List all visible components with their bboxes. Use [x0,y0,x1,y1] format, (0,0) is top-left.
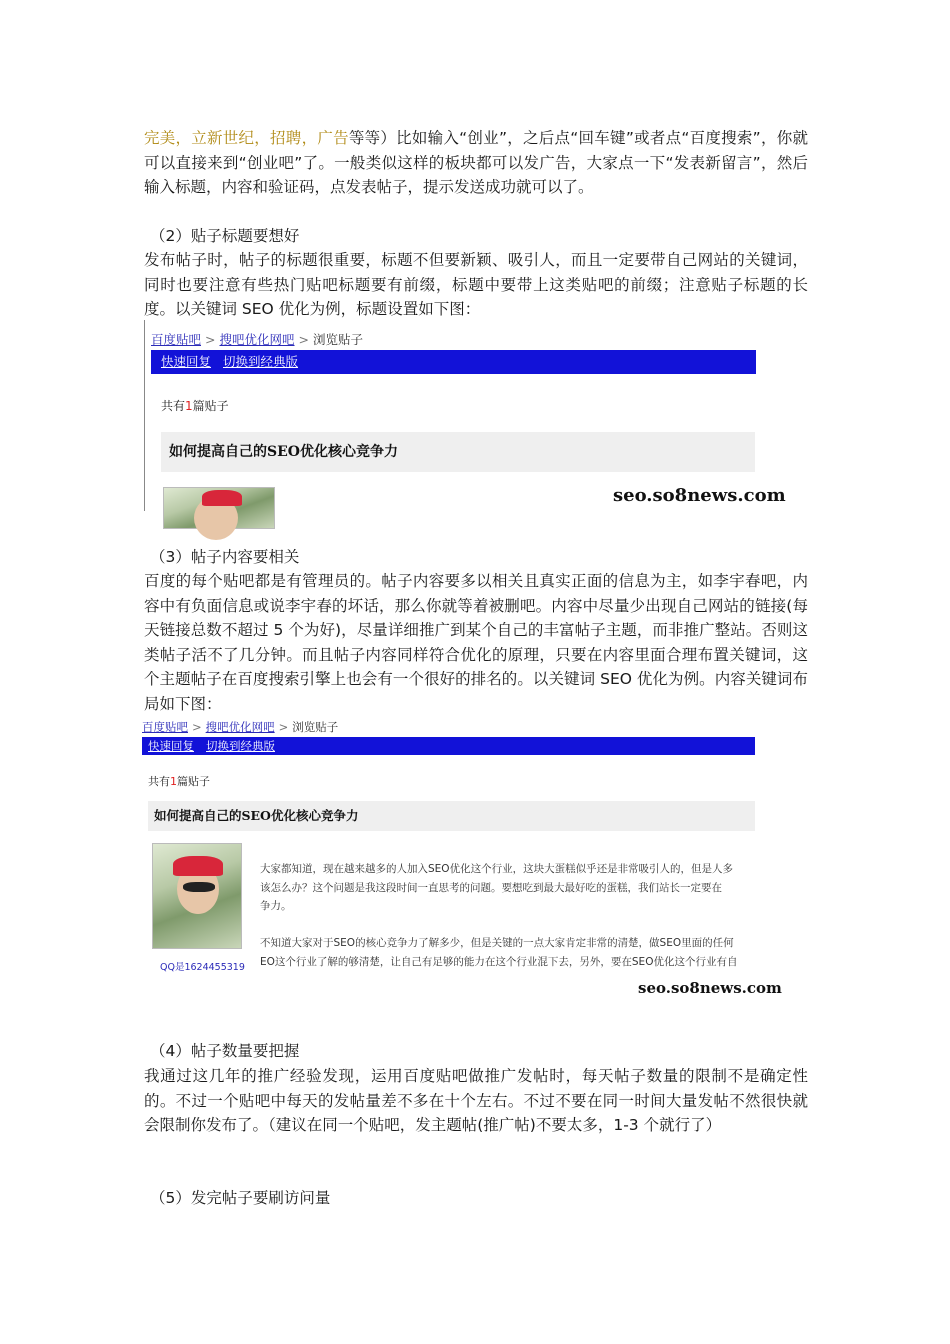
intro-text: 等等）比如输入“创业”，之后点“回车键”或者点“百度搜索”，你就可以直接来到“创业吧”了。一般类似这样的板块都可以发广告，大家点一下“发表新留言”，然后输入标题，内容和验证码，点发表帖子，提示发送成功就可以了。 [144,129,808,197]
switch-classic-link[interactable]: 切换到经典版 [223,354,299,369]
highlighted-terms: 完美，立新世纪，招聘，广告 [144,129,349,147]
user-avatar [152,843,242,949]
section-3-body: 百度的每个贴吧都是有管理员的。帖子内容要多以相关且真实正面的信息为主，如李宇春吧，内容中有负面信息或说李宇春的坏话，那么你就等着被删吧。内容中尽量少出现自己网站的链接(每天链接总数不超过 5 个为好)，尽量详细推广到某个自己的丰富帖子主题，而非推广整站。否则这类帖子活不了几分钟。而且帖子内容同样符合优化的原理，只要在内容里面合理布置关键词，这个主题帖子在百度搜索引擎上也会有一个很好的排名的。以关键词 SEO 优化为例。内容关键词布局如下图： [144,572,808,713]
post-line [260,916,737,935]
breadcrumb [151,330,363,348]
section-2-body: 发布帖子时，帖子的标题很重要，标题不但要新颖、吸引人，而且一定要带自己网站的关键词，同时也要注意有些热门贴吧标题要有前缀，标题中要带上这类贴吧的前缀；注意贴子标题的长度。以关键词 SEO 优化为例，标题设置如下图： [144,251,808,319]
crumb-bar-link[interactable]: 搜吧优化网吧 [205,720,275,734]
crumb-separator: > [298,332,309,347]
quick-reply-link[interactable]: 快速回复 [161,354,212,369]
crumb-separator: > [205,332,216,347]
section-4-heading: （4）帖子数量要把握 [150,1042,300,1060]
user-qq-label[interactable]: QQ是1624455319 [160,962,245,973]
switch-classic-link[interactable]: 切换到经典版 [206,739,275,753]
intro-paragraph [144,126,808,200]
post-line: EO这个行业了解的够清楚，让自己有足够的能力在这个行业混下去，另外，要在SEO优化这个行业有自 [260,955,738,968]
crumb-current: 浏览贴子 [313,332,364,347]
section-3-heading: （3）帖子内容要相关 [150,548,300,566]
post-title[interactable]: 如何提高自己的SEO优化核心竞争力 [148,801,755,831]
post-count-number: 1 [185,399,193,413]
section-2-heading: （2）贴子标题要想好 [150,227,300,245]
user-avatar [163,487,275,529]
crumb-separator: > [278,720,289,734]
crumb-separator: > [192,720,202,734]
post-count-number: 1 [170,775,177,788]
forum-screenshot-2 [142,717,782,998]
crumb-home-link[interactable]: 百度贴吧 [151,332,202,347]
post-line: 该怎么办？这个问题是我这段时间一直思考的问题。要想吃到最大最好吃的蛋糕，我们站长一定要在 [260,881,722,894]
section-5-heading: （5）发完帖子要刷访问量 [150,1189,331,1207]
crumb-home-link[interactable]: 百度贴吧 [142,720,188,734]
post-content [260,860,737,971]
action-bar [151,350,756,374]
section-4-body: 我通过这几年的推广经验发现，运用百度贴吧做推广发帖时，每天帖子数量的限制不是确定性的。不过一个贴吧中每天的发帖量差不多在十个左右。不过不要在同一时间大量发帖不然很快就会限制你发布了。（建议在同一个贴吧，发主题帖(推广帖)不要太多，1-3 个就行了） [144,1067,808,1135]
watermark: seo.so8news.com [613,485,786,506]
post-line: 大家都知道，现在越来越多的人加入SEO优化这个行业，这块大蛋糕似乎还是非常吸引人的，但是人多 [260,863,734,875]
watermark: seo.so8news.com [638,979,782,997]
crumb-bar-link[interactable]: 搜吧优化网吧 [219,332,295,347]
post-line: 争力。 [260,900,292,912]
breadcrumb [142,719,338,735]
quick-reply-link[interactable]: 快速回复 [148,739,194,753]
post-title[interactable]: 如何提高自己的SEO优化核心竞争力 [161,432,755,472]
forum-screenshot-1 [144,320,786,511]
action-bar [142,737,755,755]
crumb-current: 浏览贴子 [292,720,339,734]
post-count: 共有1篇贴子 [161,399,229,413]
post-count: 共有1篇贴子 [148,775,210,788]
post-line: 不知道大家对于SEO的核心竞争力了解多少，但是关键的一点大家肯定非常的清楚，做SEO里面的任何 [260,937,734,949]
